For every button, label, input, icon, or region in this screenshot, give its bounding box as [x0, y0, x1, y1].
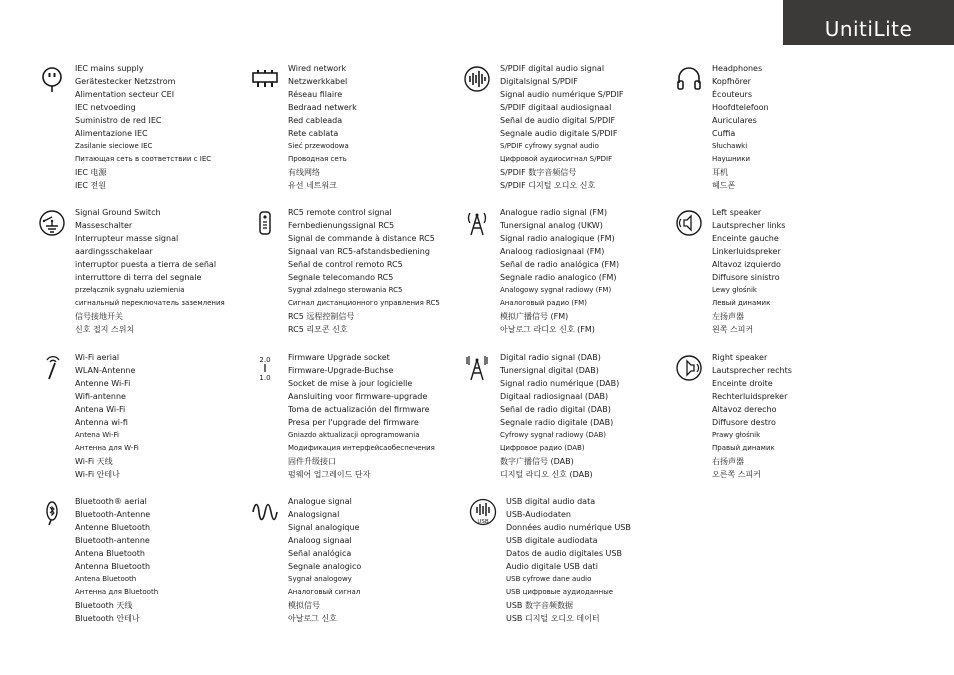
- entry-line: Wi-Fi 안테나: [75, 470, 120, 479]
- entry-line: Антенна для Bluetooth: [75, 588, 159, 596]
- entry-line: IEC netvoeding: [75, 103, 136, 112]
- entry-line: Цифровой аудиосигнал S/PDIF: [500, 155, 613, 163]
- entry-line: Auriculares: [712, 116, 757, 125]
- entry-line: Antena Wi-Fi: [75, 405, 126, 414]
- bluetooth-aerial-icon: [37, 497, 67, 527]
- entry-line: S/PDIF digitaal audiosignaal: [500, 103, 612, 112]
- entry-line: Analogowy sygnał radiowy (FM): [500, 286, 612, 294]
- entry-line: Enceinte gauche: [712, 234, 779, 243]
- entry-line: Alimentation secteur CEI: [75, 90, 175, 99]
- entry-line: Analoog signaal: [288, 536, 352, 545]
- entry-line: Zasilanie sieciowe IEC: [75, 142, 153, 150]
- entry-line: Antena Wi-Fi: [75, 431, 119, 439]
- entry-line: Segnale radio digitale (DAB): [500, 418, 614, 427]
- entry-line: Diffusore destro: [712, 418, 776, 427]
- entry-line: interruttore di terra del segnale: [75, 273, 202, 282]
- entry-line: Segnale analogico: [288, 562, 362, 571]
- entry-line: Analogue radio signal (FM): [500, 208, 608, 217]
- entry-line: 固件升级接口: [288, 457, 336, 466]
- entry-line: Altavoz derecho: [712, 405, 777, 414]
- entry-line: 아날로그 신호: [288, 614, 337, 623]
- entry-line: Cyfrowy sygnał radiowy (DAB): [500, 431, 607, 439]
- entry-line: Gniazdo aktualizacji oprogramowania: [288, 431, 420, 439]
- entry-line: Питающая сеть в соответствии с IEC: [75, 155, 212, 163]
- entry-line: USB digitale audiodata: [506, 536, 598, 545]
- entry-line: Signal analogique: [288, 523, 360, 532]
- entry-line: IEC mains supply: [75, 64, 144, 73]
- entry-line: Lautsprecher rechts: [712, 366, 792, 375]
- entry-line: USB цифровые аудиоданные: [506, 588, 614, 596]
- entry-line: Wired network: [288, 64, 347, 73]
- entry-line: 右扬声器: [712, 457, 744, 466]
- entry-line: 오른쪽 스피커: [712, 470, 761, 479]
- brand-title: UnitiLite: [824, 17, 913, 41]
- entry-line: 신호 접지 스위치: [75, 325, 135, 334]
- entry-line: Signal radio analogique (FM): [500, 234, 615, 243]
- entry-line: Aansluiting voor firmware-upgrade: [288, 392, 428, 401]
- entry-line: przełącznik sygnału uziemienia: [75, 286, 185, 294]
- wifi-aerial-icon: [37, 353, 67, 383]
- entry-line: Interrupteur masse signal: [75, 234, 179, 243]
- entry-line: Bluetooth 안테나: [75, 614, 140, 623]
- entry-line: Réseau filaire: [288, 90, 343, 99]
- entry-line: USB 数字音频数据: [506, 601, 573, 610]
- entry-line: Señal analógica: [288, 549, 352, 558]
- usb-icon-label: USB: [477, 519, 489, 525]
- entry-line: сигнальный переключатель заземления: [75, 299, 225, 307]
- entry-line: Headphones: [712, 64, 763, 73]
- entry-line: Firmware Upgrade socket: [288, 353, 390, 362]
- entry-line: Linkerluidspreker: [712, 247, 781, 256]
- fm-radio-tower-icon: [462, 208, 492, 238]
- entry-line: Diffusore sinistro: [712, 273, 780, 282]
- entry-line: 模拟广播信号 (FM): [500, 312, 569, 321]
- entry-line: Socket de mise à jour logicielle: [288, 379, 413, 388]
- entry-line: Señal de audio digital S/PDIF: [500, 116, 616, 125]
- entry-line: Segnale radio analogico (FM): [500, 273, 617, 282]
- entry-line: Toma de actualización del firmware: [288, 405, 430, 414]
- entry-line: Наушники: [712, 155, 751, 163]
- entry-line: S/PDIF cyfrowy sygnał audio: [500, 142, 599, 150]
- dab-radio-tower-icon: [462, 353, 492, 383]
- entry-line: Левый динамик: [712, 299, 771, 307]
- signal-ground-switch-icon: [37, 208, 67, 238]
- entry-line: Bluetooth® aerial: [75, 497, 147, 506]
- entry-line: USB cyfrowe dane audio: [506, 575, 592, 583]
- rc5-remote-control-icon: [250, 208, 280, 238]
- entry-line: S/PDIF digital audio signal: [500, 64, 605, 73]
- firmware-icon-label: 2.0: [259, 356, 271, 364]
- entry-line: Altavoz izquierdo: [712, 260, 781, 269]
- entry-line: 数字广播信号 (DAB): [500, 457, 574, 466]
- entry-line: Antenna Bluetooth: [75, 562, 151, 571]
- entry-line: Lautsprecher links: [712, 221, 786, 230]
- iec-mains-plug-icon: [37, 64, 67, 94]
- entry-line: Цифровое радио (DAB): [500, 444, 585, 452]
- entry-line: Hoofdtelefoon: [712, 103, 769, 112]
- entry-line: Antenna wi-fi: [75, 418, 128, 427]
- entry-line: Signal Ground Switch: [75, 208, 161, 217]
- entry-line: RC5 远程控制信号: [288, 312, 355, 321]
- entry-line: Left speaker: [712, 208, 762, 217]
- entry-line: Wi-Fi 天线: [75, 457, 113, 466]
- entry-line: Słuchawki: [712, 142, 748, 150]
- entry-line: Antena Bluetooth: [75, 549, 145, 558]
- entry-line: Analoog radiosignaal (FM): [500, 247, 605, 256]
- entry-line: Сигнал дистанционного управления RC5: [288, 299, 440, 307]
- entry-line: Segnale audio digitale S/PDIF: [500, 129, 618, 138]
- entry-line: USB digital audio data: [506, 497, 596, 506]
- firmware-icon-label: 1.0: [259, 374, 271, 382]
- analogue-signal-icon: [250, 497, 280, 527]
- entry-line: Tunersignal digital (DAB): [500, 366, 599, 375]
- entry-line: 左扬声器: [712, 312, 744, 321]
- entry-line: aardingsschakelaar: [75, 247, 153, 256]
- entry-line: Datos de audio digitales USB: [506, 549, 622, 558]
- left-speaker-icon: [674, 208, 704, 238]
- entry-line: RC5 remote control signal: [288, 208, 392, 217]
- entry-line: 模拟信号: [288, 601, 320, 610]
- entry-line: Bedraad netwerk: [288, 103, 357, 112]
- entry-line: Rechterluidspreker: [712, 392, 788, 401]
- entry-line: Écouteurs: [712, 90, 753, 99]
- entry-line: Presa per l'upgrade del firmware: [288, 418, 419, 427]
- spdif-digital-audio-icon: [462, 64, 492, 94]
- entry-line: Signal de commande à distance RC5: [288, 234, 435, 243]
- entry-line: Tunersignal analog (UKW): [500, 221, 603, 230]
- entry-line: Bluetooth-Antenne: [75, 510, 151, 519]
- usb-digital-audio-icon: [468, 497, 498, 527]
- entry-line: Antenne Bluetooth: [75, 523, 151, 532]
- entry-line: Sygnał analogowy: [288, 575, 352, 583]
- entry-line: Masseschalter: [75, 221, 133, 230]
- entry-line: 耳机: [712, 168, 728, 177]
- entry-line: Аналоговый радио (FM): [500, 299, 587, 307]
- entry-line: S/PDIF 디지털 오디오 신호: [500, 181, 596, 190]
- entry-line: Антенна для W-Fi: [75, 444, 139, 452]
- entry-line: Bluetooth-antenne: [75, 536, 150, 545]
- wired-network-icon: [250, 64, 280, 94]
- entry-line: Digitaal radiosignaal (DAB): [500, 392, 609, 401]
- entry-line: WLAN-Antenne: [75, 366, 136, 375]
- entry-line: Sieć przewodowa: [288, 142, 349, 150]
- entry-line: Wi-Fi aerial: [75, 353, 120, 362]
- entry-line: Wifi-antenne: [75, 392, 126, 401]
- entry-line: USB-Audiodaten: [506, 510, 571, 519]
- entry-line: Проводная сеть: [288, 155, 347, 163]
- entry-line: Right speaker: [712, 353, 768, 362]
- entry-line: Alimentazione IEC: [75, 129, 148, 138]
- entry-line: USB 디지털 오디오 데이터: [506, 614, 600, 623]
- entry-line: Cuffia: [712, 129, 736, 138]
- entry-line: Lewy głośnik: [712, 286, 757, 294]
- entry-line: Prawy głośnik: [712, 431, 761, 439]
- entry-line: Données audio numérique USB: [506, 523, 631, 532]
- entry-line: S/PDIF 数字音频信号: [500, 168, 577, 177]
- entry-line: IEC 电源: [75, 168, 107, 177]
- entry-line: Firmware-Upgrade-Buchse: [288, 366, 394, 375]
- entry-line: interruptor puesta a tierra de señal: [75, 260, 217, 269]
- entry-line: Правый динамик: [712, 444, 775, 452]
- entry-line: Enceinte droite: [712, 379, 773, 388]
- headphones-icon: [674, 64, 704, 94]
- entry-line: Señal de radio digital (DAB): [500, 405, 611, 414]
- entry-line: Kopfhörer: [712, 77, 751, 86]
- entry-line: Gerätestecker Netzstrom: [75, 77, 176, 86]
- firmware-upgrade-socket-icon: [250, 353, 280, 383]
- entry-line: Antena Bluetooth: [75, 575, 137, 583]
- entry-line: Antenne Wi-Fi: [75, 379, 131, 388]
- entry-line: Signal radio numérique (DAB): [500, 379, 620, 388]
- entry-line: Sygnał zdalnego sterowania RC5: [288, 286, 403, 294]
- entry-line: Suministro de red IEC: [75, 116, 162, 125]
- entry-line: RC5 리모콘 신호: [288, 325, 348, 334]
- entry-line: Señal de control remoto RC5: [288, 260, 403, 269]
- entry-line: 펌웨어 업그레이드 단자: [288, 470, 371, 479]
- entry-line: Bluetooth 天线: [75, 601, 133, 610]
- entry-line: Digital radio signal (DAB): [500, 353, 601, 362]
- right-speaker-icon: [674, 353, 704, 383]
- entry-line: Fernbedienungssignal RC5: [288, 221, 395, 230]
- entry-line: 有线网络: [288, 168, 320, 177]
- entry-line: 아날로그 라디오 신호 (FM): [500, 325, 595, 334]
- entry-line: Rete cablata: [288, 129, 339, 138]
- entry-line: Señal de radio analógica (FM): [500, 260, 620, 269]
- entry-line: 信号接地开关: [75, 312, 123, 321]
- entry-line: Segnale telecomando RC5: [288, 273, 394, 282]
- entry-line: Аналоговый сигнал: [288, 588, 361, 596]
- brand-bar: [783, 0, 954, 45]
- entry-line: Signaal van RC5-afstandsbediening: [288, 247, 430, 256]
- entry-line: 왼쪽 스피커: [712, 325, 754, 334]
- entry-line: Netzwerkkabel: [288, 77, 348, 86]
- entry-line: Analogue signal: [288, 497, 352, 506]
- entry-line: Модификация интерфейсаобеспечения: [288, 444, 435, 452]
- entry-line: 유선 네트워크: [288, 181, 337, 190]
- entry-line: Signal audio numérique S/PDIF: [500, 90, 624, 99]
- entry-line: Red cableada: [288, 116, 343, 125]
- entry-line: Audio digitale USB dati: [506, 562, 598, 571]
- entry-line: 디지털 라디오 신호 (DAB): [500, 470, 593, 479]
- entry-line: Digitalsignal S/PDIF: [500, 77, 578, 86]
- entry-line: Analogsignal: [288, 510, 340, 519]
- entry-line: IEC 전원: [75, 181, 106, 190]
- entry-line: 헤드폰: [712, 181, 736, 190]
